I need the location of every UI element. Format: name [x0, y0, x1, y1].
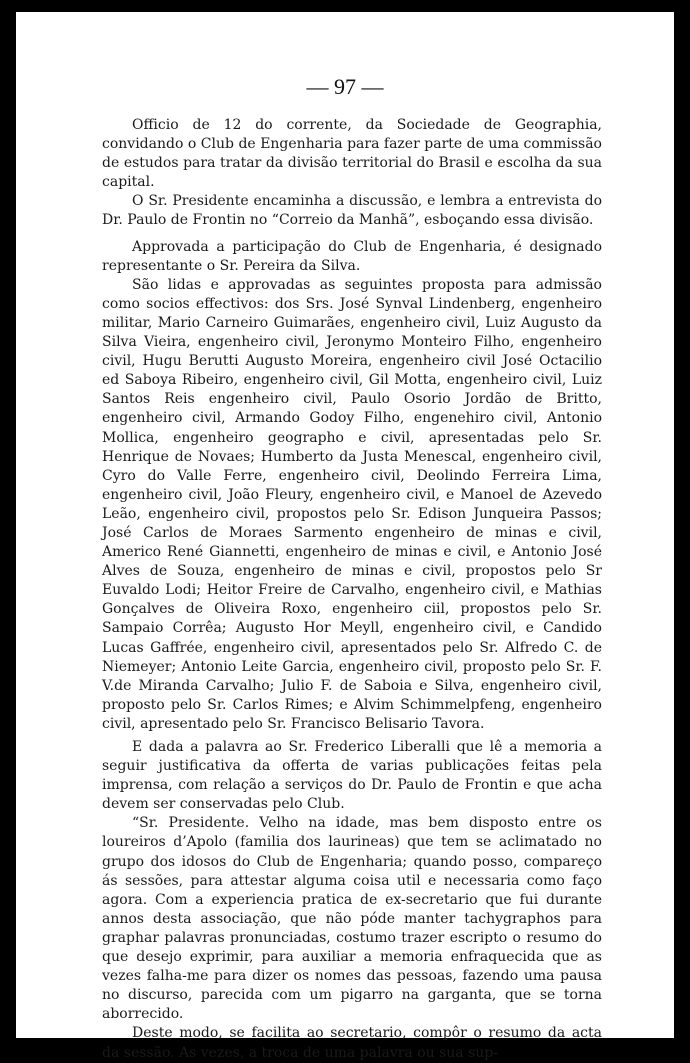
- paragraph-deste-modo: Deste modo, se facilita ao secretario, compôr o resumo da acta da sessão. As vezes, a troca de uma palavra ou sua sup-: [102, 1025, 602, 1061]
- paragraph-palavra: E dada a palavra ao Sr. Frederico Liberalli que lê a memoria a seguir justificativa da offerta de varias publicações feitas pela imprensa, com relação a serviços do Dr. Paulo de Frontin e que acha devem ser conservadas pelo Club.: [102, 739, 602, 813]
- book-page: [16, 12, 674, 1061]
- paragraph-approvada: Approvada a participação do Club de Engenharia, é designado representante o Sr. Pereira da Silva.: [102, 238, 602, 274]
- paragraph-discurso: “Sr. Presidente. Velho na idade, mas bem disposto entre os loureiros d’Apolo (familia dos laurineas) que tem se aclimatado no grupo dos idosos do Club de Engenharia; quando posso, compareço ás sessões, para attestar alguma coisa util e necessaria como faço agora. Com a experiencia pratica de ex-secretario que fui durante annos desta associação, que não póde manter tachygraphos para graphar palavras pronunciadas, costumo trazer escripto o resumo do que desejo exprimir, para auxiliar a memoria enfraquecida que as vezes falha-me para dizer os nomes das pessoas, fazendo uma pausa no discurso, parecida com um pigarro na garganta, que se torna aborrecido.: [102, 815, 602, 1023]
- paragraph-presidente: O Sr. Presidente encaminha a discussão, e lembra a entrevista do Dr. Paulo de Frontin no “Correio da Manhã”, esboçando essa divisão.: [102, 193, 602, 229]
- page-number: — 97 —: [306, 74, 384, 99]
- paragraph-officio: Officio de 12 do corrente, da Sociedade de Geographia, convidando o Club de Engenharia para fazer parte de uma commissão de estudos para tratar da divisão territorial do Brasil e escolha da sua capital.: [102, 117, 602, 191]
- body-text: [102, 116, 602, 1063]
- paragraph-propostas: São lidas e approvadas as seguintes proposta para admissão como socios effectivos: dos Srs. José Synval Lindenberg, engenheiro militar, Mario Carneiro Guimarães, engenheiro civil, Luiz Augusto da Silva Vieira, engenheiro civil, Jeronymo Monteiro Filho, engenheiro civil, Hugu Berutti Augusto Moreira, engenheiro civil José Octacilio ed Saboya Ribeiro, engenheiro civil, Gil Motta, engenheiro civil, Luiz Santos Reis engenheiro civil, Paulo Osorio Jordão de Britto, engenheiro civil, Armando Godoy Filho, engenehiro civil, Antonio Mollica, engenheiro geographo e civil, apresentadas pelo Sr. Henrique de Novaes; Humberto da Justa Menescal, engenheiro civil, Cyro do Valle Ferre, engenheiro civil, Deolindo Ferreira Lima, engenheiro civil, João Fleury, engenheiro civil, e Manoel de Azevedo Leão, engenheiro civil, propostos pelo Sr. Edison Junqueira Passos; José Carlos de Moraes Sarmento engenheiro de minas e civil, Americo René Giannetti, engenheiro de minas e civil, e Antonio José Alves de Souza, engenheiro de minas e civil, propostos pelo Sr Euvaldo Lodi; Heitor Freire de Carvalho, engenheiro civil, e Mathias Gonçalves de Oliveira Roxo, engenheiro ciil, propostos pelo Sr. Sampaio Corrêa; Augusto Hor Meyll, engenheiro civil, e Candido Lucas Gaffrée, engenheiro civil, apresentados pelo Sr. Alfredo C. de Niemeyer; Antonio Leite Garcia, engenheiro civil, proposto pelo Sr. F. V.de Miranda Carvalho; Julio F. de Saboia e Silva, engenheiro civil, proposto pelo Sr. Carlos Rimes; e Alvim Schimmelpfeng, engenheiro civil, apresentado pelo Sr. Francisco Belisario Tavora.: [102, 276, 602, 732]
